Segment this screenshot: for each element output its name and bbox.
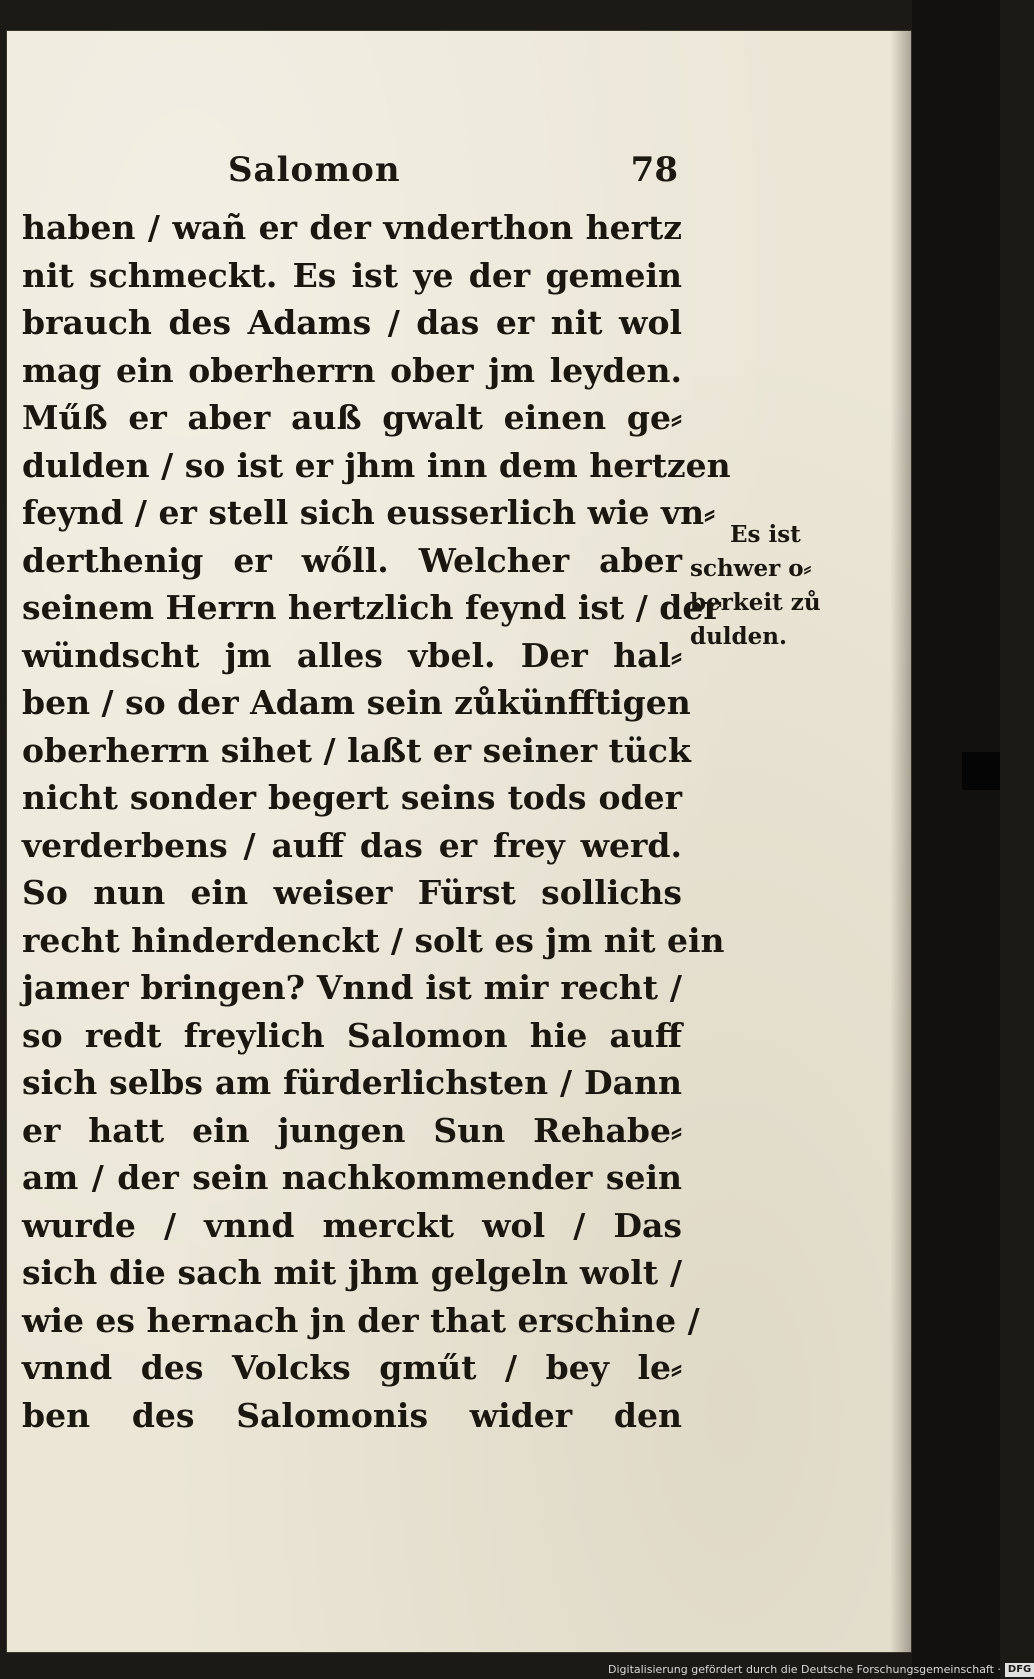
marginal-note-line: berkeit zů — [690, 589, 821, 616]
text-line: dulden / so ist er jhm inn dem hertzen — [22, 445, 731, 485]
text-line: haben / wañ er der vnderthon hertz — [22, 208, 682, 247]
page-number: 78 — [630, 150, 678, 190]
text-line: recht hinderdenckt / solt es jm nit ein — [22, 920, 725, 960]
page-header — [228, 150, 678, 198]
scan-background — [912, 0, 1000, 1679]
credit-text: Digitalisierung gefördert durch die Deutsche Forschungsgemeinschaft · — [608, 1663, 1001, 1676]
text-line: ben des Salomonis wider den — [22, 1395, 682, 1435]
main-text-block — [22, 204, 731, 1439]
text-line: er hatt ein jungen Sun Rehabe⸗ — [22, 1110, 682, 1150]
text-line: nicht sonder begert seins tods oder — [22, 778, 682, 817]
marginal-note-line: dulden. — [690, 623, 787, 650]
text-line: am / der sein nachkommender sein — [22, 1158, 682, 1197]
text-line: wündscht jm alles vbel. Der hal⸗ — [22, 635, 682, 675]
text-line: So nun ein weiser Fürst sollichs — [22, 873, 682, 912]
marginal-note — [690, 518, 840, 654]
text-line: ben / so der Adam sein zůkünfftigen — [22, 683, 691, 722]
text-line: brauch des Adams / das er nit wol — [22, 303, 682, 342]
scan-clip-mark — [962, 752, 1000, 790]
marginal-note-line: Es ist — [730, 521, 801, 548]
text-line: verderbens / auff das er frey werd. — [22, 825, 682, 865]
text-line: jamer bringen? Vnnd ist mir recht / — [22, 968, 682, 1007]
marginal-note-line: schwer o⸗ — [690, 555, 812, 582]
text-line: derthenig er wőll. Welcher aber — [22, 540, 682, 580]
text-line: sich selbs am fürderlichsten / Dann — [22, 1063, 682, 1102]
dfg-logo: DFG — [1005, 1663, 1034, 1677]
text-line: nit schmeckt. Es ist ye der gemein — [22, 255, 682, 295]
page-edge-shadow — [890, 30, 912, 1653]
running-head: Salomon — [228, 150, 401, 190]
text-line: wie es hernach jn der that erschine / — [22, 1300, 700, 1340]
digitization-credit — [608, 1660, 1034, 1679]
text-line: oberherrn sihet / laßt er seiner tück — [22, 730, 691, 770]
text-line: sich die sach mit jhm gelgeln wolt / — [22, 1253, 682, 1292]
text-line: so redt freylich Salomon hie auff — [22, 1015, 682, 1055]
text-line: Műß er aber auß gwalt einen ge⸗ — [22, 398, 682, 437]
text-line: feynd / er stell sich eusserlich wie vn⸗ — [22, 493, 716, 532]
text-line: vnnd des Volcks gműt / bey le⸗ — [22, 1348, 682, 1387]
text-line: seinem Herrn hertzlich feynd ist / der — [22, 588, 721, 627]
text-line: wurde / vnnd merckt wol / Das — [22, 1205, 682, 1245]
text-line: mag ein oberherrn ober jm leyden. — [22, 350, 682, 390]
